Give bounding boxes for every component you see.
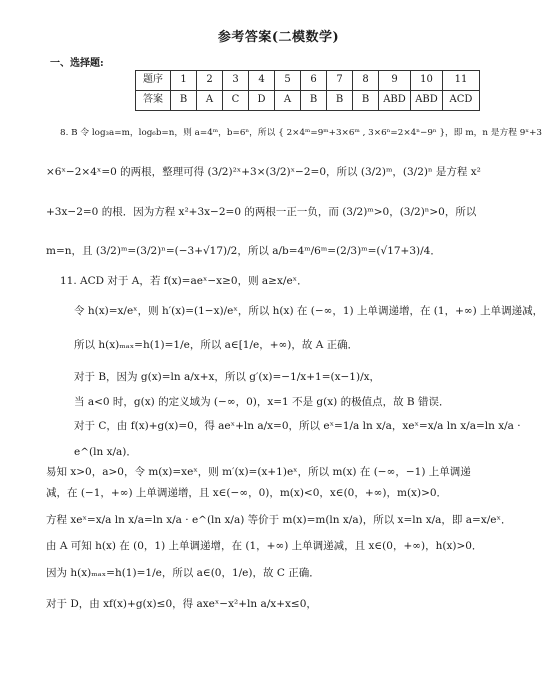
solution-line: 11. ACD 对于 A，若 f(x)=aeˣ−x≥0，则 a≥x/eˣ．	[60, 275, 308, 287]
answer-cell: A	[197, 91, 223, 111]
solution-line: ×6ˣ−2×4ˣ=0 的两根，整理可得 (3/2)²ˣ+3×(3/2)ˣ−2=0，所以 (3/2)ᵐ，(3/2)ⁿ 是方程 x²	[46, 166, 481, 178]
question-number: 9	[379, 71, 411, 91]
question-number: 8	[353, 71, 379, 91]
solution-line: 对于 D，由 xf(x)+g(x)≤0，得 axeˣ−x²+ln a/x+x≤0，	[46, 598, 317, 610]
answer-cell: C	[223, 91, 249, 111]
solution-line: 所以 h(x)ₘₐₓ=h(1)=1/e，所以 a∈[1/e，+∞)，故 A 正确．	[74, 339, 359, 351]
solution-line: 对于 B，因为 g(x)=ln a/x+x，所以 g′(x)=−1/x+1=(x−1)/x，	[74, 371, 381, 383]
answer-cell: D	[249, 91, 275, 111]
table-row	[136, 71, 480, 91]
question-number: 4	[249, 71, 275, 91]
answer-cell: A	[275, 91, 301, 111]
answer-cell: B	[301, 91, 327, 111]
answer-cell: ACD	[443, 91, 480, 111]
solution-line: 方程 xeˣ=x/a ln x/a=ln x/a · e^(ln x/a) 等价于 m(x)=m(ln x/a)，所以 x=ln x/a，即 a=x/eˣ．	[46, 514, 512, 526]
answer-cell: B	[327, 91, 353, 111]
question-number: 3	[223, 71, 249, 91]
answer-cell: B	[171, 91, 197, 111]
solution-line: m=n，且 (3/2)ᵐ=(3/2)ⁿ=(−3+√17)/2，所以 a/b=4ᵐ/6ᵐ=(2/3)ᵐ=(√17+3)/4．	[46, 245, 441, 257]
question-number: 6	[301, 71, 327, 91]
answer-cell: ABD	[411, 91, 443, 111]
solution-line: 减，在 (−1，+∞) 上单调递增，且 x∈(−∞，0)，m(x)<0，x∈(0，+∞)，m(x)>0．	[46, 487, 448, 499]
question-number: 1	[171, 71, 197, 91]
solution-line: 易知 x>0，a>0，令 m(x)=xeˣ，则 m′(x)=(x+1)eˣ，所以 m(x) 在 (−∞，−1) 上单调递	[46, 466, 471, 478]
solution-line: 令 h(x)=x/eˣ，则 h′(x)=(1−x)/eˣ，所以 h(x) 在 (−∞，1) 上单调递增，在 (1，+∞) 上单调递减，	[74, 305, 544, 317]
solution-line: +3x−2=0 的根．因为方程 x²+3x−2=0 的两根一正一负，而 (3/2)ᵐ>0，(3/2)ⁿ>0，所以	[46, 206, 477, 218]
solution-line: 8. B 令 log₃a=m，log₆b=n，则 a=4ᵐ，b=6ⁿ，所以 { 2×4ᵐ=9ᵐ+3×6ᵐ , 3×6ⁿ=2×4ⁿ−9ⁿ }，即 m，n 是方程 9ˣ+3	[60, 128, 542, 138]
solution-line: 对于 C，由 f(x)+g(x)=0，得 aeˣ+ln a/x=0，所以 eˣ=1/a ln x/a，xeˣ=x/a ln x/a=ln x/a ·	[74, 420, 521, 432]
row-header: 答案	[136, 91, 171, 111]
row-header: 题序	[136, 71, 171, 91]
question-number: 5	[275, 71, 301, 91]
solution-line: e^(ln x/a)．	[74, 446, 137, 458]
answer-cell: B	[353, 91, 379, 111]
question-number: 2	[197, 71, 223, 91]
question-number: 7	[327, 71, 353, 91]
solution-line: 因为 h(x)ₘₐₓ=h(1)=1/e，所以 a∈(0，1/e)，故 C 正确．	[46, 567, 320, 579]
answer-cell: ABD	[379, 91, 411, 111]
question-number: 10	[411, 71, 443, 91]
question-number: 11	[443, 71, 480, 91]
solution-line: 由 A 可知 h(x) 在 (0，1) 上单调递增，在 (1，+∞) 上单调递减，且 x∈(0，+∞)，h(x)>0．	[46, 540, 483, 552]
section-label: 一、选择题:	[50, 58, 104, 69]
solution-line: 当 a<0 时，g(x) 的定义域为 (−∞，0)，x=1 不是 g(x) 的极值点，故 B 错误．	[74, 396, 450, 408]
table-row	[136, 91, 480, 111]
answer-table	[135, 70, 480, 111]
page-title: 参考答案(二模数学)	[217, 30, 340, 45]
